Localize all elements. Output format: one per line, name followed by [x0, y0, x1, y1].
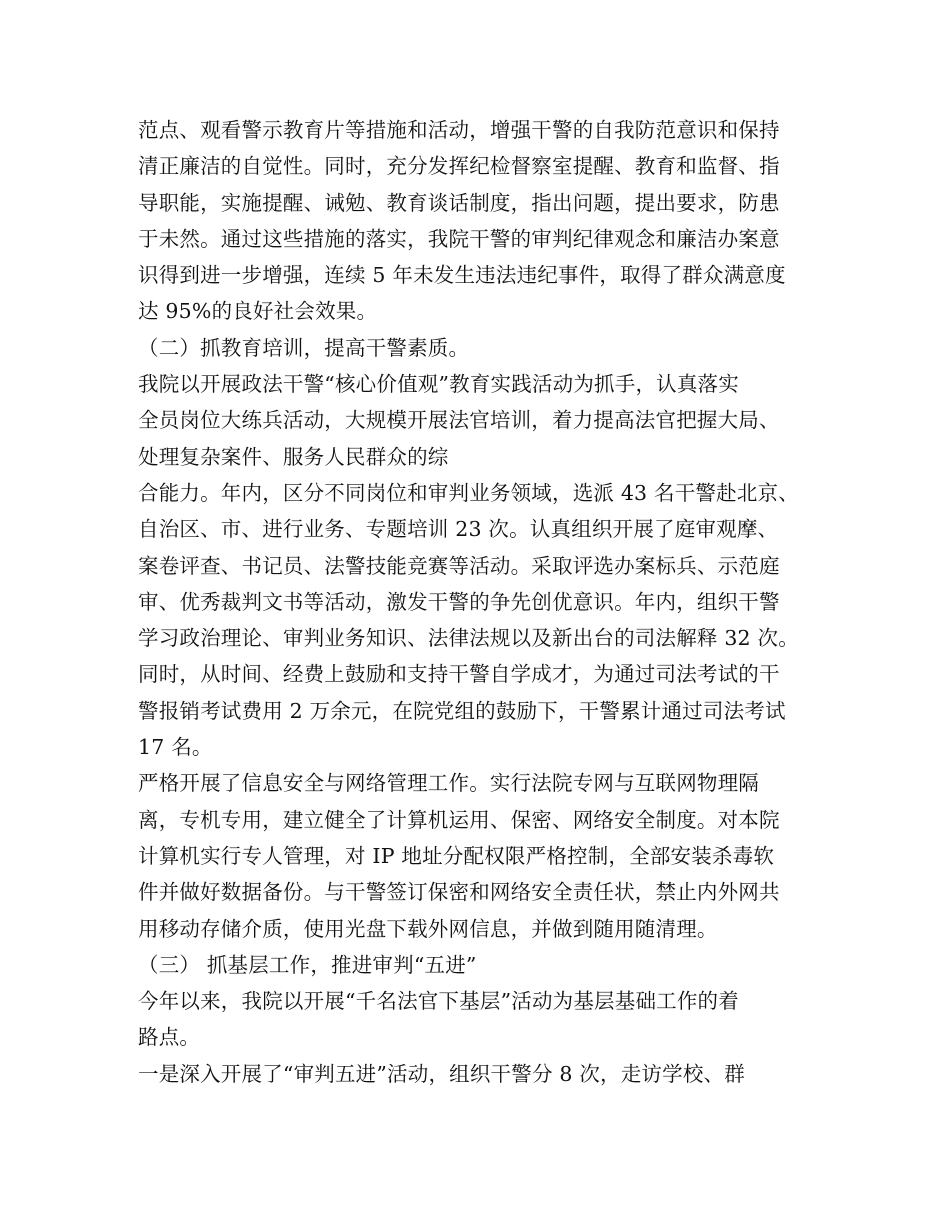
text-line: 路点。	[138, 1025, 201, 1050]
text-line: 达 95%的良好社会效果。	[138, 299, 378, 324]
text-line: 同时，从时间、经费上鼓励和支持干警自学成才，为通过司法考试的干	[138, 662, 780, 687]
text-line: 离，专机专用，建立健全了计算机运用、保密、网络安全制度。对本院	[138, 807, 780, 832]
section-heading: （三） 抓基层工作，推进审判“五进”	[138, 952, 477, 977]
text-line: 审、优秀裁判文书等活动，激发干警的争先创优意识。年内，组织干警	[138, 589, 780, 614]
text-line: 自治区、市、进行业务、专题培训 23 次。认真组织开展了庭审观摩、	[138, 517, 779, 542]
text-line: 处理复杂案件、服务人民群众的综	[138, 444, 449, 469]
text-line: 件并做好数据备份。与干警签订保密和网络安全责任状，禁止内外网共	[138, 880, 780, 905]
text-line: 全员岗位大练兵活动，大规模开展法官培训，着力提高法官把握大局、	[138, 408, 780, 433]
text-line: 严格开展了信息安全与网络管理工作。实行法院专网与互联网物理隔	[138, 771, 759, 796]
text-line: 识得到进一步增强，连续 5 年未发生违法违纪事件，取得了群众满意度	[138, 263, 786, 288]
text-line: 17 名。	[138, 735, 213, 760]
text-line: 计算机实行专人管理，对 IP 地址分配权限严格控制，全部安装杀毒软	[138, 843, 775, 868]
text-line: 于未然。通过这些措施的落实，我院干警的审判纪律观念和廉洁办案意	[138, 226, 780, 251]
text-line: 一是深入开展了“审判五进”活动，组织干警分 8 次，走访学校、群	[138, 1061, 745, 1086]
section-heading: （二）抓教育培训，提高干警素质。	[138, 335, 470, 360]
text-line: 导职能，实施提醒、诫勉、教育谈话制度，指出问题，提出要求，防患	[138, 190, 780, 215]
text-line: 范点、观看警示教育片等措施和活动，增强干警的自我防范意识和保持	[138, 118, 780, 142]
text-line: 清正廉洁的自觉性。同时，充分发挥纪检督察室提醒、教育和监督、指	[138, 154, 780, 179]
document-body	[138, 112, 828, 1092]
text-line: 案卷评查、书记员、法警技能竞赛等活动。采取评选办案标兵、示范庭	[138, 553, 780, 578]
text-line: 合能力。年内，区分不同岗位和审判业务领域，选派 43 名干警赴北京、	[138, 480, 799, 505]
text-line: 我院以开展政法干警“核心价值观”教育实践活动为抓手，认真落实	[138, 372, 739, 397]
text-line: 今年以来，我院以开展“千名法官下基层”活动为基层基础工作的着	[138, 989, 739, 1014]
text-line: 用移动存储介质，使用光盘下载外网信息，并做到随用随清理。	[138, 916, 718, 941]
text-line: 警报销考试费用 2 万余元，在院党组的鼓励下，干警累计通过司法考试	[138, 698, 786, 723]
text-line: 学习政治理论、审判业务知识、法律法规以及新出台的司法解释 32 次。	[138, 626, 799, 651]
